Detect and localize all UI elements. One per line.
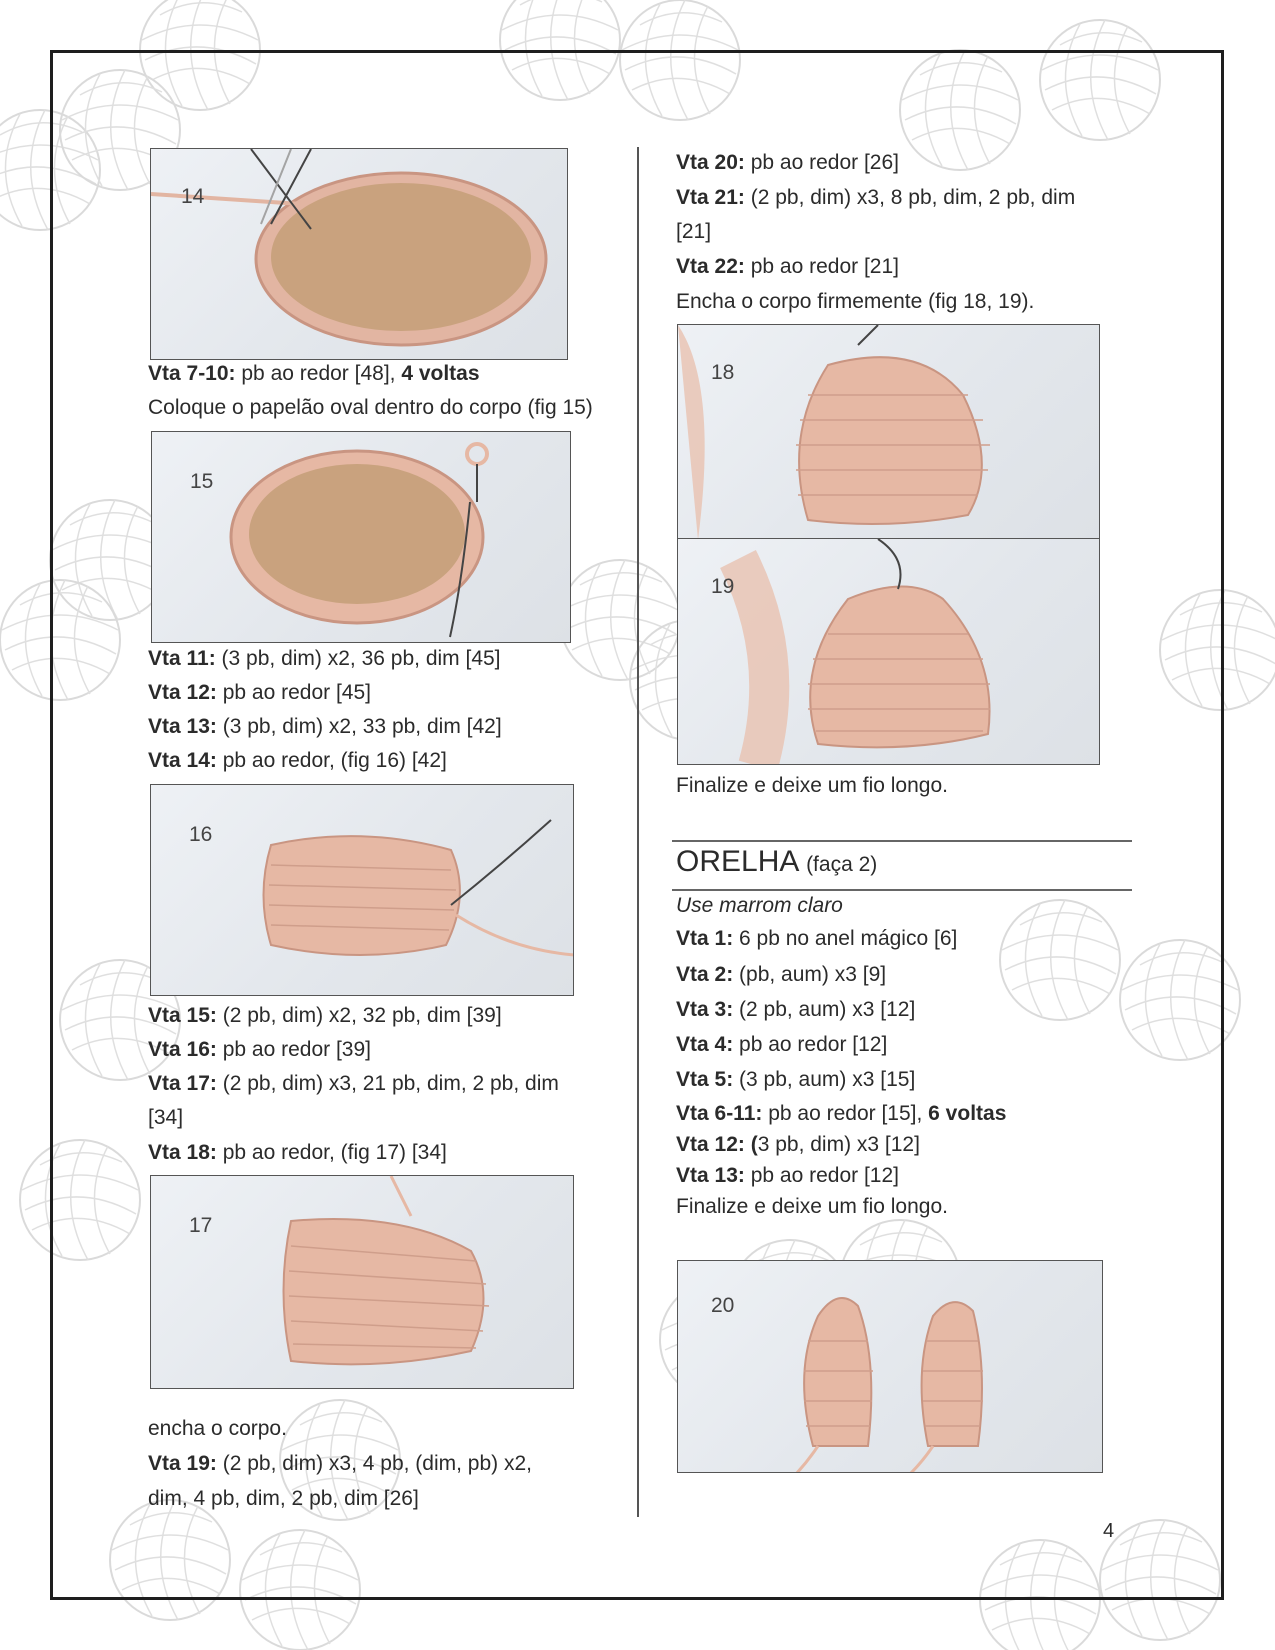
round-17: Vta 17: (2 pb, dim) x3, 21 pb, dim, 2 pb, dim — [148, 1072, 559, 1095]
section-title-orelha: ORELHA (faça 2) — [676, 845, 878, 878]
instruction-stuff-body: encha o corpo. — [148, 1417, 287, 1440]
figure-number: 20 — [711, 1294, 735, 1317]
orelha-round-1: Vta 1: 6 pb no anel mágico [6] — [676, 927, 958, 950]
orelha-round-5: Vta 5: (3 pb, aum) x3 [15] — [676, 1068, 916, 1091]
figure-number: 14 — [181, 185, 205, 208]
figure-number: 19 — [711, 575, 735, 598]
round-21-continued: [21] — [676, 220, 712, 243]
orelha-color-note: Use marrom claro — [676, 894, 843, 917]
round-17-continued: [34] — [148, 1106, 184, 1129]
figure-number: 16 — [189, 823, 213, 846]
instruction-cardboard: Coloque o papelão oval dentro do corpo (fig 15) — [148, 396, 593, 419]
figure-14-photo — [150, 148, 568, 360]
figure-17-photo — [150, 1175, 574, 1389]
round-7-10: Vta 7-10: pb ao redor [48], 4 voltas — [148, 362, 480, 385]
figure-19-photo — [677, 538, 1100, 765]
round-20: Vta 20: pb ao redor [26] — [676, 151, 899, 174]
round-16: Vta 16: pb ao redor [39] — [148, 1038, 371, 1061]
column-divider — [637, 147, 639, 1517]
orelha-round-2: Vta 2: (pb, aum) x3 [9] — [676, 963, 887, 986]
round-14: Vta 14: pb ao redor, (fig 16) [42] — [148, 749, 447, 772]
figure-16-photo — [150, 784, 574, 996]
orelha-finalize: Finalize e deixe um fio longo. — [676, 1195, 948, 1218]
orelha-round-4: Vta 4: pb ao redor [12] — [676, 1033, 888, 1056]
instruction-finalize: Finalize e deixe um fio longo. — [676, 774, 948, 797]
round-22: Vta 22: pb ao redor [21] — [676, 255, 899, 278]
figure-18-photo — [677, 324, 1100, 539]
round-15: Vta 15: (2 pb, dim) x2, 32 pb, dim [39] — [148, 1004, 502, 1027]
instruction-stuff-firmly: Encha o corpo firmemente (fig 18, 19). — [676, 290, 1035, 313]
orelha-round-13: Vta 13: pb ao redor [12] — [676, 1164, 899, 1187]
orelha-round-12: Vta 12: (3 pb, dim) x3 [12] — [676, 1133, 920, 1156]
orelha-round-6-11: Vta 6-11: pb ao redor [15], 6 voltas — [676, 1102, 1007, 1125]
figure-number: 18 — [711, 361, 735, 384]
round-19-continued: dim, 4 pb, dim, 2 pb, dim [26] — [148, 1487, 419, 1510]
figure-number: 17 — [189, 1214, 213, 1237]
figure-15-photo — [151, 431, 571, 643]
orelha-round-3: Vta 3: (2 pb, aum) x3 [12] — [676, 998, 916, 1021]
round-13: Vta 13: (3 pb, dim) x2, 33 pb, dim [42] — [148, 715, 502, 738]
page-number: 4 — [1103, 1520, 1115, 1542]
section-rule-top — [672, 840, 1132, 842]
round-18: Vta 18: pb ao redor, (fig 17) [34] — [148, 1141, 447, 1164]
round-21: Vta 21: (2 pb, dim) x3, 8 pb, dim, 2 pb, dim — [676, 186, 1076, 209]
round-11: Vta 11: (3 pb, dim) x2, 36 pb, dim [45] — [148, 647, 501, 670]
round-12: Vta 12: pb ao redor [45] — [148, 681, 371, 704]
figure-number: 15 — [190, 470, 214, 493]
round-19: Vta 19: (2 pb, dim) x3, 4 pb, (dim, pb) x2, — [148, 1452, 532, 1475]
figure-20-photo — [677, 1260, 1103, 1473]
